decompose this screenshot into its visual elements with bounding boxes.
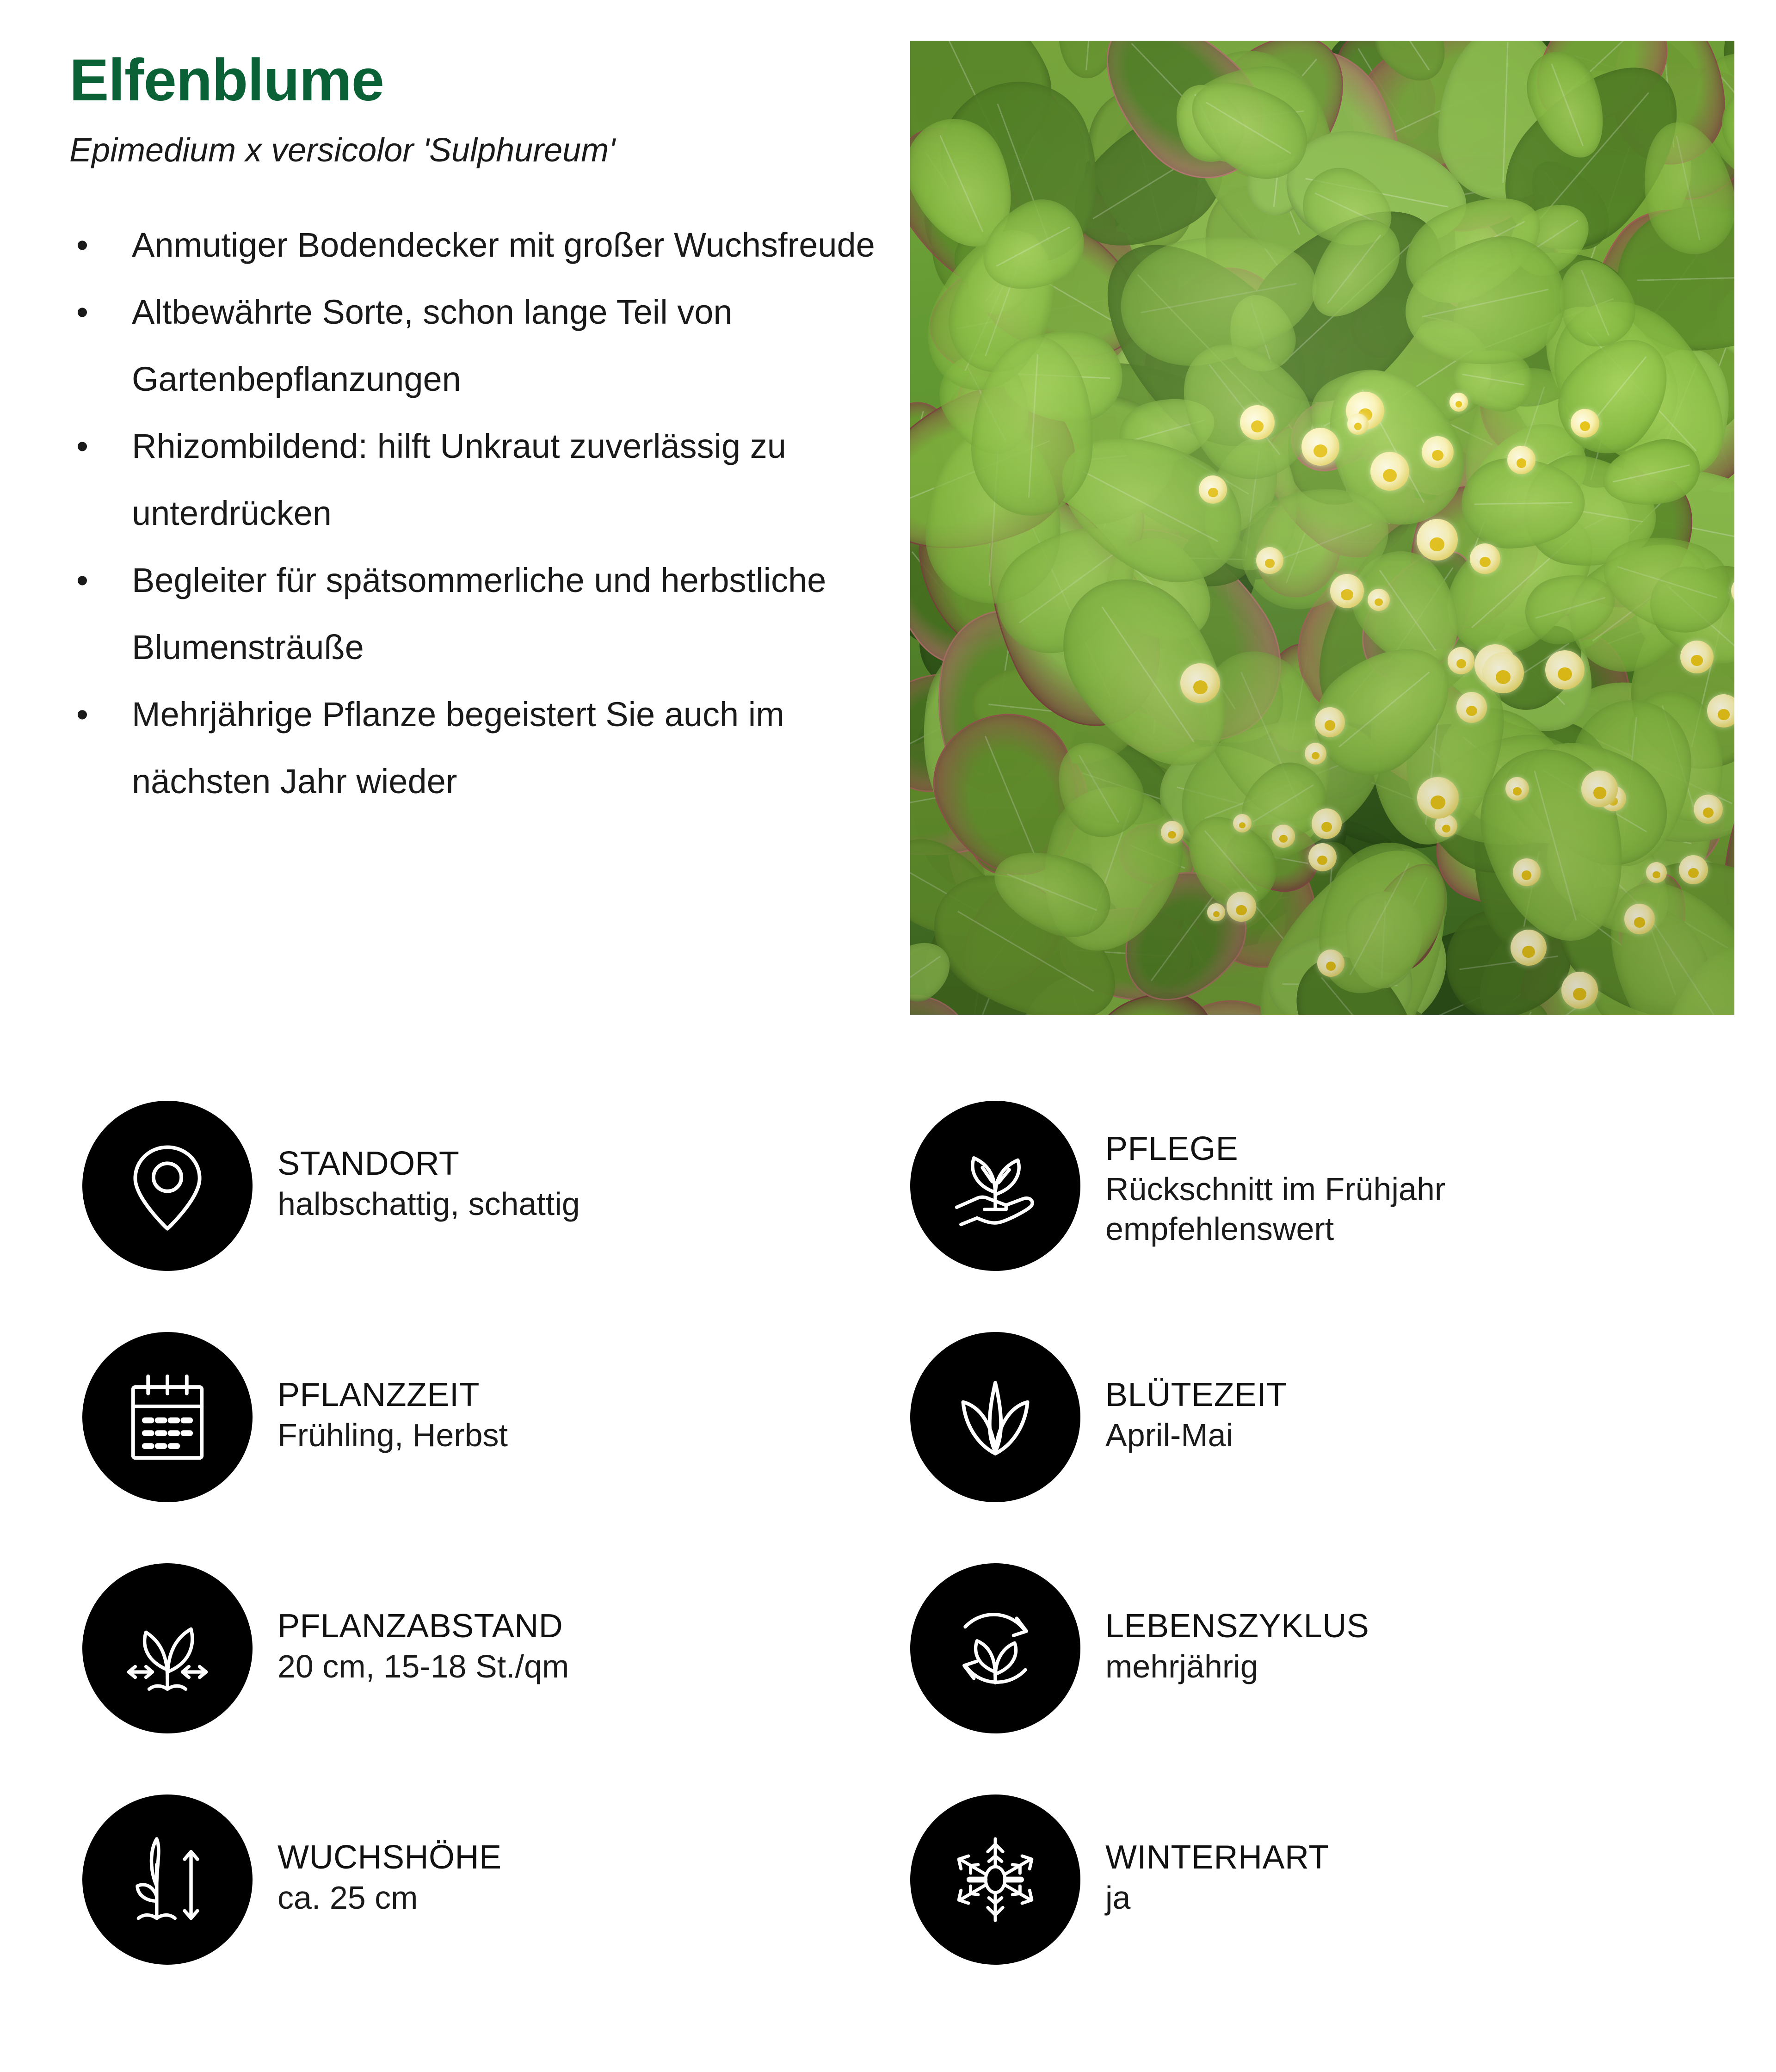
attribute-label: WUCHSHÖHE [278,1839,502,1876]
attribute-value [1105,1646,1688,1686]
plant-info-column [69,47,897,815]
list-item-text: Anmutiger Bodendecker mit großer Wuchsfreude [132,226,875,265]
bullet-glyph: • [76,695,88,734]
attribute-column-right [910,1101,1696,2026]
location-pin-icon [82,1101,253,1271]
attribute-text-wuchshoehe [278,1837,860,1918]
attribute-label: PFLEGE [1105,1130,1239,1167]
attribute-column-left [82,1101,869,2026]
attribute-label: LEBENSZYKLUS [1105,1608,1369,1645]
list-item [69,278,897,413]
blossom-icon [910,1332,1080,1502]
attribute-value-line: 20 cm, 15-18 St./qm [278,1648,569,1684]
attribute-value-line: Frühling, Herbst [278,1417,508,1453]
attribute-value-line: halbschattig, schattig [278,1186,580,1222]
attribute-value [278,1878,860,1918]
hand-sprout-icon [910,1101,1080,1271]
attribute-text-pflanzzeit [278,1375,860,1455]
attribute-row-standort [82,1101,869,1332]
attribute-row-pflanzzeit [82,1332,869,1563]
attribute-value [278,1415,860,1455]
attribute-value [1105,1415,1688,1455]
attribute-label: STANDORT [278,1145,460,1182]
page-title: Elfenblume [69,47,384,113]
attribute-row-pflege [910,1101,1696,1332]
bullet-glyph: • [76,226,88,265]
bullet-glyph: • [76,427,88,466]
bullet-glyph: • [76,561,88,600]
attribute-value-line: ca. 25 cm [278,1880,418,1916]
attribute-row-wuchshoehe [82,1794,869,2026]
attribute-text-pflege [1105,1128,1688,1249]
attribute-label: PFLANZZEIT [278,1376,480,1413]
attribute-row-winterhart [910,1794,1696,2026]
list-item [69,413,897,547]
attribute-value [1105,1878,1688,1918]
attribute-label: WINTERHART [1105,1839,1329,1876]
attribute-value [278,1646,860,1686]
plant-photo-canvas [910,41,1734,1015]
plant-height-icon [82,1794,253,1965]
attribute-row-pflanzabstand [82,1563,869,1794]
list-item-text: Mehrjährige Pflanze begeistert Sie auch im nächsten Jahr wieder [132,695,784,801]
list-item-text: Altbewährte Sorte, schon lange Teil von Gartenbepflanzungen [132,293,733,399]
attribute-text-pflanzabstand [278,1606,860,1686]
attribute-value-line: mehrjährig [1105,1648,1258,1684]
snowflake-icon [910,1794,1080,1965]
list-item [69,681,897,815]
attribute-row-lebenszyklus [910,1563,1696,1794]
bullet-glyph: • [76,293,88,332]
attribute-text-standort [278,1143,860,1224]
life-cycle-icon [910,1563,1080,1733]
attribute-value-line: Rückschnitt im Frühjahr [1105,1171,1446,1207]
attribute-text-winterhart [1105,1837,1688,1918]
botanical-name: Epimedium x versicolor 'Sulphureum' [69,132,615,169]
attribute-value-line: ja [1105,1880,1131,1916]
plant-photo [910,41,1734,1015]
attribute-value [278,1184,860,1224]
list-item [69,211,897,278]
attribute-value [1105,1169,1688,1249]
attribute-text-bluetezeit [1105,1375,1688,1455]
attribute-label: PFLANZABSTAND [278,1608,563,1645]
feature-list [69,211,897,815]
list-item [69,547,897,681]
list-item-text: Rhizombildend: hilft Unkraut zuverlässig zu unterdrücken [132,427,786,533]
attribute-value-line: empfehlenswert [1105,1211,1334,1247]
list-item-text: Begleiter für spätsommerliche und herbstliche Blumensträuße [132,561,826,667]
attribute-label: BLÜTEZEIT [1105,1376,1287,1413]
attribute-row-bluetezeit [910,1332,1696,1563]
plant-spacing-icon [82,1563,253,1733]
attribute-text-lebenszyklus [1105,1606,1688,1686]
calendar-icon [82,1332,253,1502]
attribute-value-line: April-Mai [1105,1417,1233,1453]
